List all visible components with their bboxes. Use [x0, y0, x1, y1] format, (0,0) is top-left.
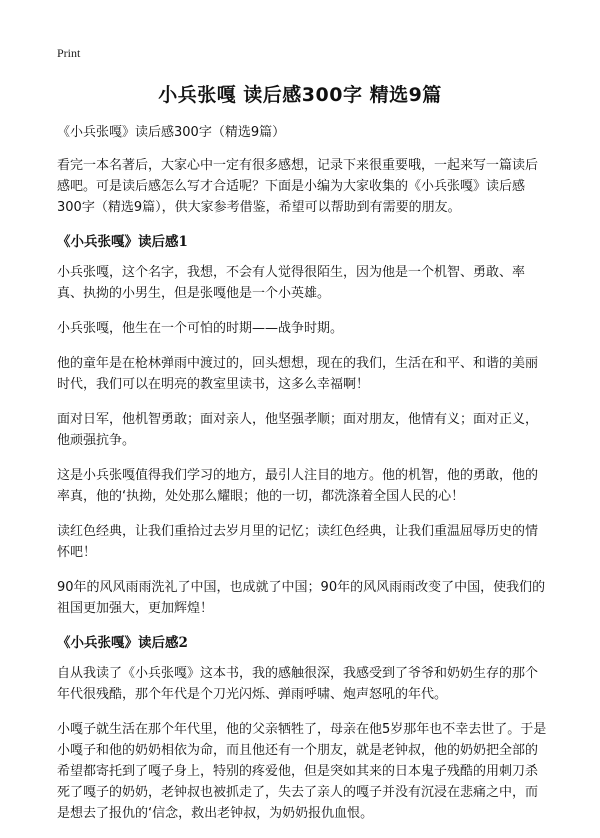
page-title: 小兵张嘎 读后感300字 精选9篇 [158, 84, 442, 106]
paragraph: 他的童年是在枪林弹雨中渡过的，回头想想，现在的我们，生活在和平、和谐的美丽时代，我们可以在明亮的教室里读书，这多么幸福啊！ [57, 356, 539, 392]
paragraph: 小兵张嘎，这个名字，我想，不会有人觉得很陌生，因为他是一个机智、勇敢、率真、执拗的小男生，但是张嘎他是一个小英雄。 [57, 265, 526, 301]
paragraph: 小兵张嘎，他生在一个可怕的时期——战争时期。 [57, 321, 344, 336]
article-body [57, 122, 547, 838]
print-link[interactable]: Print [57, 46, 81, 60]
section-heading-1: 《小兵张嘎》读后感1 [57, 234, 188, 250]
intro-paragraph: 看完一本名著后，大家心中一定有很多感想，记录下来很重要哦，一起来写一篇读后感吧。可是读后感怎么写才合适呢？下面是小编为大家收集的《小兵张嘎》读后感300字（精选9篇），供大家参考借鉴，希望可以帮助到有需要的朋友。 [57, 158, 539, 215]
paragraph: 这是小兵张嘎值得我们学习的地方，最引人注目的地方。他的机智，他的勇敢，他的率真，他的‘执拗，处处那么耀眼；他的一切，都洗涤着全国人民的心！ [57, 468, 539, 504]
section-heading-2: 《小兵张嘎》读后感2 [57, 635, 188, 651]
paragraph: 读红色经典，让我们重拾过去岁月里的记忆；读红色经典，让我们重温屈辱历史的情怀吧！ [57, 524, 539, 560]
paragraph: 自从我读了《小兵张嘎》这本书，我的感触很深，我感受到了爷爷和奶奶生存的那个年代很残酷，那个年代是个刀光闪烁、弹雨呼啸、炮声怒吼的年代。 [57, 666, 539, 702]
article-subtitle: 《小兵张嘎》读后感300字（精选9篇） [57, 125, 286, 140]
paragraph: 90年的风风雨雨洗礼了中国，也成就了中国；90年的风风雨雨改变了中国，使我们的祖国更加强大，更加辉煌！ [57, 580, 546, 616]
paragraph: 小嘎子就生活在那个年代里，他的父亲牺牲了，母亲在他5岁那年也不幸去世了。于是小嘎子和他的奶奶相依为命，而且他还有一个朋友，就是老钟叔，他的奶奶把全部的希望都寄托到了嘎子身上，特别的疼爱他，但是突如其来的日本鬼子残酷的用刺刀杀死了嘎子的奶奶，老钟叔也被抓走了，失去了亲人的嘎子并没有沉浸在悲痛之中，而是想去了报仇的‘信念，救出老钟叔，为奶奶报仇血恨。 [57, 722, 547, 821]
paragraph: 面对日军，他机智勇敢；面对亲人，他坚强孝顺；面对朋友，他情有义；面对正义，他顽强抗争。 [57, 412, 539, 448]
